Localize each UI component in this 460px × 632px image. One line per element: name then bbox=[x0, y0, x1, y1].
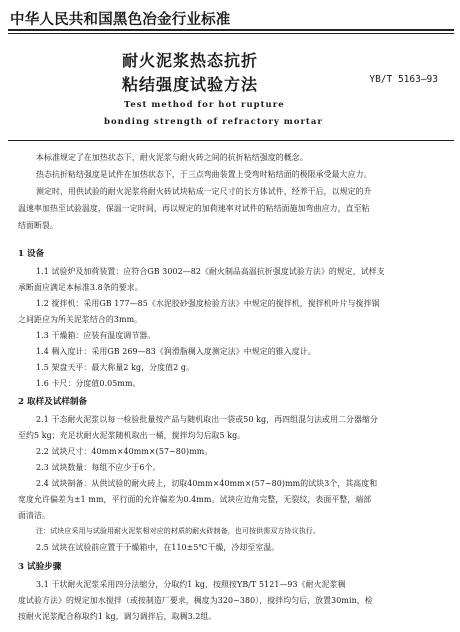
clause-line: 面清洁。 bbox=[18, 511, 50, 520]
clause-line: 1.6 卡尺：分度值0.05mm。 bbox=[36, 379, 141, 388]
clause-line: 3.1 干状耐火泥浆采用四分法缩分，分取约1 kg，按照按YB/T 5121—93《耐火泥浆稠 bbox=[36, 580, 346, 589]
section-heading: 2 取样及试样制备 bbox=[18, 397, 88, 407]
intro-line: 结面断裂。 bbox=[18, 221, 58, 230]
clause-line: 2.5 试块在试验前应置于干燥箱中，在110±5℃干燥，冷却至室温。 bbox=[36, 543, 280, 552]
note-line: 注：试块应采用与试验用耐火泥浆相对应的材质的耐火砖制备，也可按供需双方协议执行。 bbox=[36, 527, 320, 535]
section-heading: 1 设备 bbox=[18, 249, 45, 259]
english-title-line-1: Test method for hot rupture bbox=[124, 100, 285, 110]
clause-line: 2.3 试块数量：每组不应少于6个。 bbox=[36, 463, 161, 472]
english-title-line-2: bonding strength of refractory mortar bbox=[104, 117, 323, 127]
clause-line: 按耐火泥浆配合称取约1 kg，调匀调拌后，取稠3.2组。 bbox=[18, 612, 217, 621]
clause-line: 宽度允许偏差为±1 mm，平行面的允许偏差为0.4mm。试块应边角完整，无裂纹，表面平整，端部 bbox=[18, 495, 372, 504]
clause-line: 度试验方法》的规定加水搅拌（或按制造厂要求，稠度为320~380），搅拌均匀后，放置30min，检 bbox=[18, 596, 373, 605]
title-line-2: 粘结强度试验方法 bbox=[122, 75, 259, 94]
standard-category-header: 中华人民共和国黑色冶金行业标准 bbox=[10, 12, 231, 28]
clause-line: 1.3 干燥箱：应装有温度调节器。 bbox=[36, 331, 156, 340]
title-line-1: 耐火泥浆热态抗折 bbox=[122, 51, 259, 70]
clause-line: 1.1 试验炉及加荷装置：应符合GB 3002—82《耐火制品高温抗折强度试验方法》的规定，试样支 bbox=[36, 267, 385, 276]
header-rule bbox=[8, 29, 454, 31]
header-rule-thin bbox=[8, 33, 454, 34]
clause-line: 2.1 干态耐火泥浆以每一检验批量按产品与随机取出一袋或50 kg，再四组混匀法或用二分器缩分 bbox=[36, 415, 378, 424]
intro-line: 本标准规定了在加热状态下，耐火泥浆与耐火砖之间的抗折粘结强度的概念。 bbox=[36, 153, 308, 162]
clause-line: 1.5 架盘天平：最大称量2 kg，分度值2 g。 bbox=[36, 363, 194, 372]
standard-code: YB/T 5163—93 bbox=[369, 74, 438, 85]
intro-line: 热态抗折粘结强度是试件在加热状态下，于三点弯曲装置上受弯时粘结面的极限承受最大应力。 bbox=[36, 170, 372, 179]
clause-line: 至约5 kg；充足状耐火泥浆随机取出一桶，搅拌均匀后取5 kg。 bbox=[18, 431, 246, 440]
clause-line: 1.2 搅拌机：采用GB 177—85《水泥胶砂强度检验方法》中规定的搅拌机，搅拌机叶片与搅拌锅 bbox=[36, 299, 380, 308]
clause-line: 承断面应满足本标准3.8条的要求。 bbox=[18, 283, 143, 292]
title-rule bbox=[8, 140, 454, 141]
clause-line: 之间距应为所关泥浆结合的3mm。 bbox=[18, 315, 143, 324]
clause-line: 2.2 试块尺寸：40mm×40mm×(57~80)mm。 bbox=[36, 447, 213, 456]
intro-line: 测定时，用供试验的耐火泥浆将耐火砖试块粘成一定尺寸的长方体试件，经养干后，以规定的升 bbox=[36, 187, 372, 196]
section-heading: 3 试验步骤 bbox=[18, 562, 62, 572]
clause-line: 1.4 稠入度计：采用GB 269—83《润滑脂稠入度测定法》中规定的锥入度计。 bbox=[36, 347, 316, 356]
intro-line: 温速率加热至试验温度，保温一定时间，再以规定的加荷速率对试件的粘结面施加弯曲应力，直至粘 bbox=[18, 204, 370, 213]
clause-line: 2.4 试块制备：从供试验的耐火砖上，切取40mm×40mm×(57~80)mm的试块3个，其高度和 bbox=[36, 479, 378, 488]
